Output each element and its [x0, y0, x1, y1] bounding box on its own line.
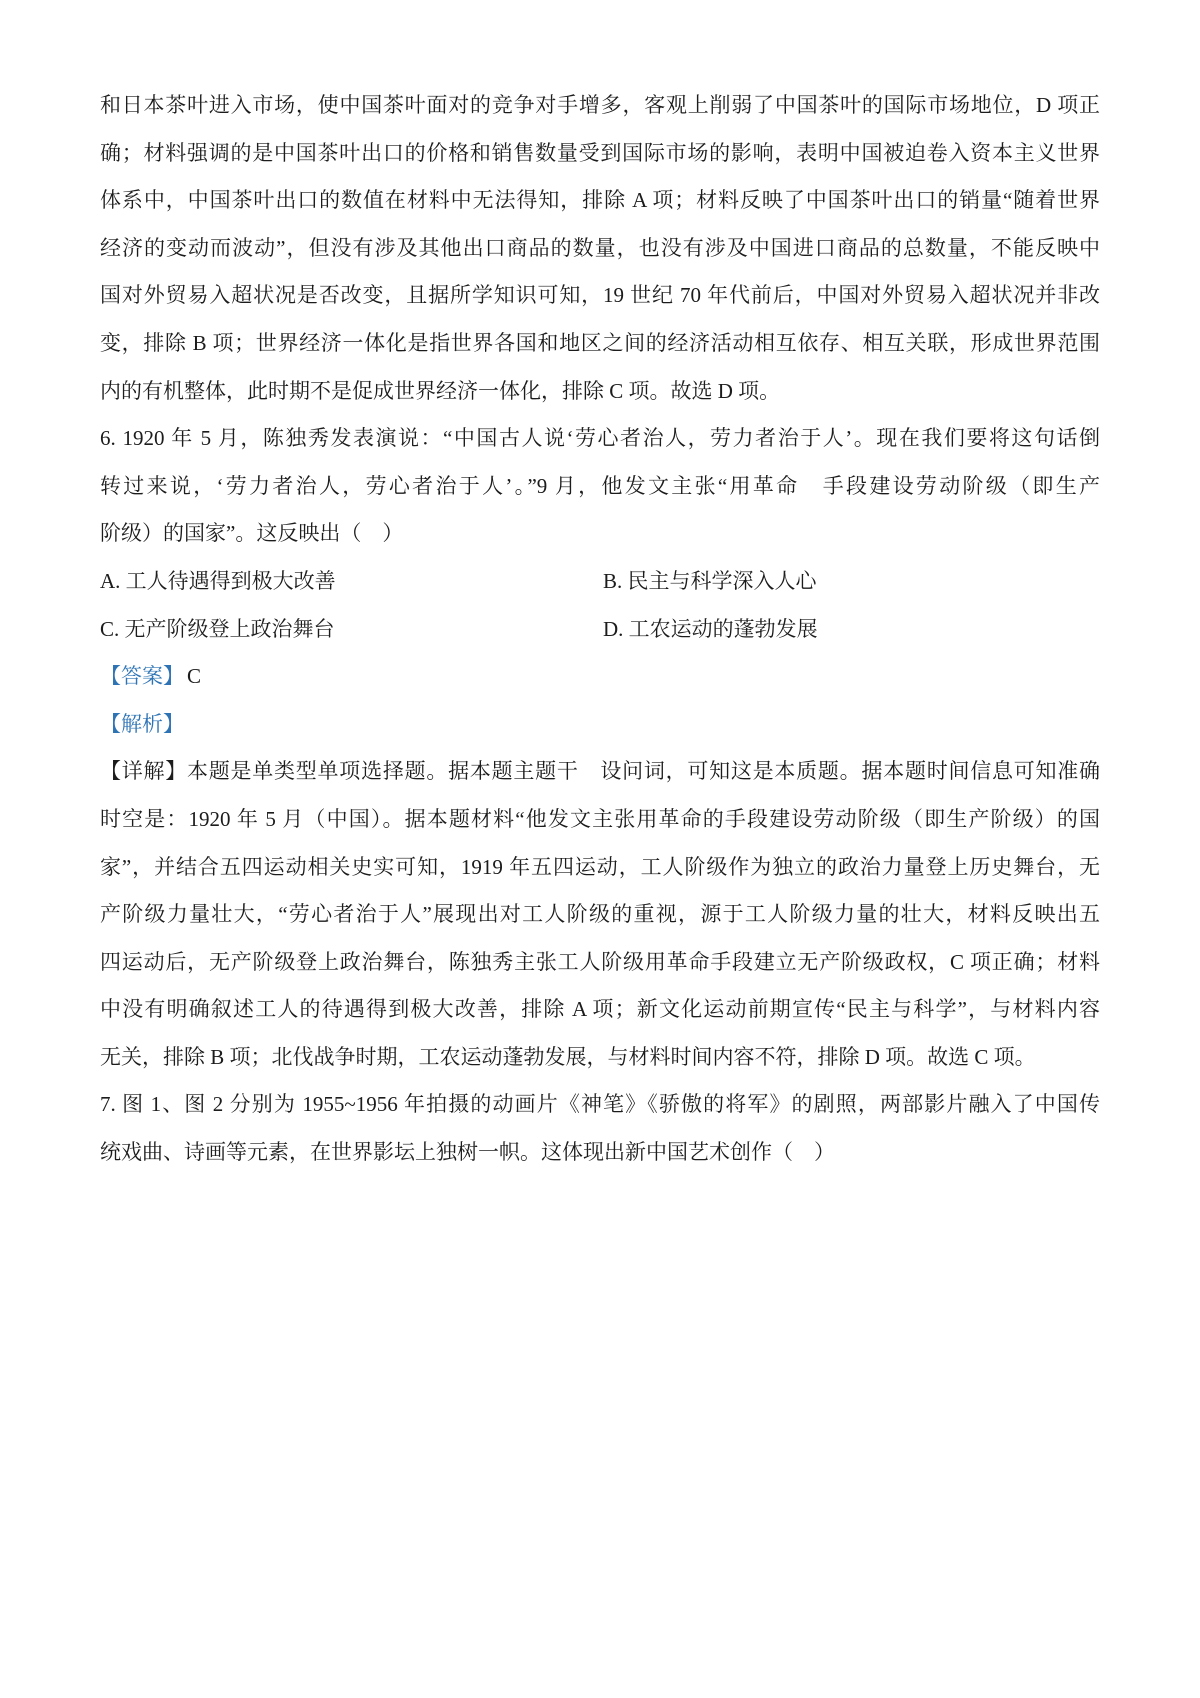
document-content [100, 82, 1100, 1177]
q6-detail-line-7: 无关，排除 B 项；北伐战争时期，工农运动蓬勃发展，与材料时间内容不符，排除 D 项。故选 C 项。 [100, 1044, 1036, 1069]
q6-detail-line-5: 四运动后，无产阶级登上政治舞台，陈独秀主张工人阶级用革命手段建立无产阶级政权，C 项正确；材料 [100, 949, 1100, 974]
q5-analysis-continuation-line-6: 变，排除 B 项；世界经济一体化是指世界各国和地区之间的经济活动相互依存、相互关联，形成世界范围 [100, 330, 1100, 355]
option-c: C. 无产阶级登上政治舞台 [100, 616, 335, 641]
q6-detail-line-2: 时空是：1920 年 5 月（中国）。据本题材料“他发文主张用革命的手段建设劳动阶级（即生产阶级）的国 [100, 806, 1100, 831]
q6-detail-line-3: 家”，并结合五四运动相关史实可知，1919 年五四运动，工人阶级作为独立的政治力量登上历史舞台，无 [100, 854, 1100, 879]
q5-analysis-continuation-line-4: 经济的变动而波动”，但没有涉及其他出口商品的数量，也没有涉及中国进口商品的总数量，不能反映中 [100, 235, 1100, 260]
option-a: A. 工人待遇得到极大改善 [100, 568, 336, 593]
answer-value: C [187, 664, 202, 689]
q5-analysis-continuation-line-1: 和日本茶叶进入市场，使中国茶叶面对的竞争对手增多，客观上削弱了中国茶叶的国际市场地位，D 项正 [100, 93, 1100, 117]
q5-analysis-continuation-line-2: 确；材料强调的是中国茶叶出口的价格和销售数量受到国际市场的影响，表明中国被迫卷入资本主义世界 [100, 140, 1100, 165]
q6-analysis-heading-line [100, 701, 1100, 749]
q6-detail-line-1: 【详解】本题是单类型单项选择题。据本题主题干 设问词，可知这是本质题。据本题时间信息可知准确 [100, 759, 1100, 784]
q6-detail-line-4: 产阶级力量壮大，“劳心者治于人”展现出对工人阶级的重视，源于工人阶级力量的壮大，材料反映出五 [100, 902, 1100, 927]
q5-analysis-continuation-line-3: 体系中，中国茶叶出口的数值在材料中无法得知，排除 A 项；材料反映了中国茶叶出口的销量“随着世界 [100, 188, 1100, 213]
q6-stem-line-1: 6. 1920 年 5 月，陈独秀发表演说：“中国古人说‘劳心者治人，劳力者治于人’。现在我们要将这句话倒 [100, 426, 1100, 451]
q6-options-row-2 [100, 606, 1100, 654]
q7-stem-line-2: 统戏曲、诗画等元素，在世界影坛上独树一帜。这体现出新中国艺术创作（ ） [100, 1140, 835, 1165]
q6-detail-line-6: 中没有明确叙述工人的待遇得到极大改善，排除 A 项；新文化运动前期宣传“民主与科学”，与材料内容 [100, 997, 1100, 1022]
q6-options-row-1 [100, 558, 1100, 606]
answer-label: 【答案】 [100, 664, 184, 689]
q5-analysis-continuation-line-7: 内的有机整体，此时期不是促成世界经济一体化，排除 C 项。故选 D 项。 [100, 378, 781, 403]
option-d: D. 工农运动的蓬勃发展 [603, 616, 818, 641]
q5-analysis-continuation-line-5: 国对外贸易入超状况是否改变，且据所学知识可知，19 世纪 70 年代前后，中国对外贸易入超状况并非改 [100, 283, 1100, 308]
q6-analysis-heading: 【解析】 [100, 711, 184, 736]
q6-stem-line-2: 转过来说，‘劳力者治人，劳心者治于人’。”9 月，他发文主张“用革命 手段建设劳动阶级（即生产 [100, 473, 1100, 498]
q7-stem-line-1: 7. 图 1、图 2 分别为 1955~1956 年拍摄的动画片《神笔》《骄傲的将军》的剧照，两部影片融入了中国传 [100, 1092, 1100, 1117]
option-b: B. 民主与科学深入人心 [603, 568, 817, 593]
q6-stem-line-3: 阶级）的国家”。这反映出（ ） [100, 521, 404, 546]
answer-line [100, 653, 1100, 701]
